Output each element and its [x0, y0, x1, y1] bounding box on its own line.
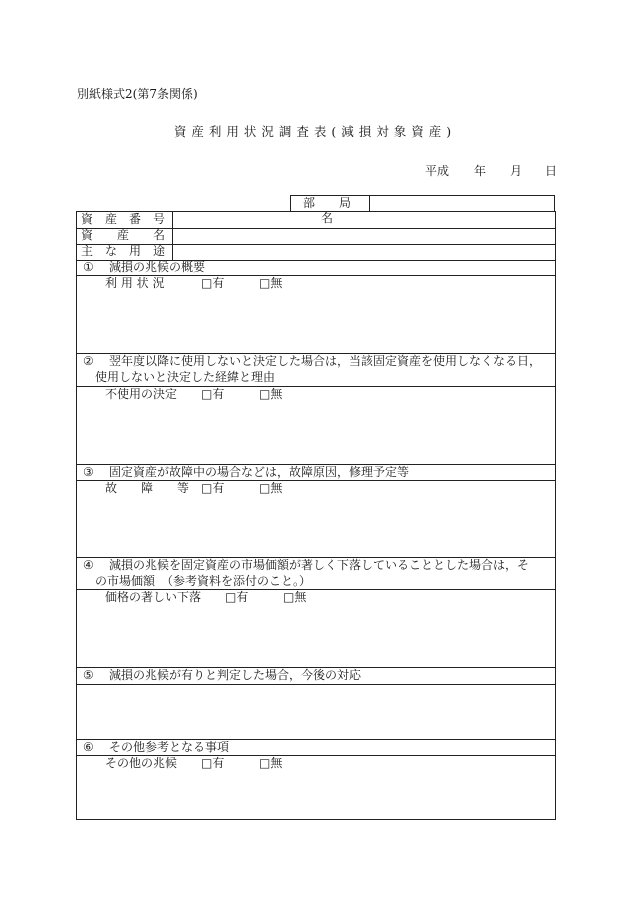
- section-2-title: ② 翌年度以降に使用しないと決定した場合は，当該固定資産を使用しなくなる日，: [83, 354, 542, 368]
- section-3-check: 故 障 等 □有 □無: [105, 481, 283, 495]
- section-2-check: 不使用の決定 □有 □無: [105, 387, 283, 401]
- main-use-label: 主 な 用 途: [81, 244, 166, 258]
- section-4-title-line2: の市場価額 （参考資料を添付のこと。）: [95, 574, 312, 588]
- checkbox-no[interactable]: □無: [259, 276, 283, 290]
- checkbox-no[interactable]: □無: [259, 481, 283, 495]
- section-3-title: ③ 固定資産が故障中の場合などは，故障原因，修理予定等: [83, 465, 410, 479]
- date-era: 平成: [425, 164, 450, 178]
- section-1-title: ① 減損の兆候の概要: [83, 260, 206, 274]
- section-1-check: 利 用 状 況 □有 □無: [105, 276, 283, 290]
- section-4-title: ④ 減損の兆候を固定資産の市場価額が著しく下落していることとした場合は，そ: [83, 558, 530, 572]
- checkbox-no[interactable]: □無: [283, 590, 307, 604]
- checkbox-yes[interactable]: □有: [225, 590, 249, 604]
- divider: [77, 684, 555, 685]
- form-label: 別紙様式2(第7条関係): [77, 87, 198, 101]
- asset-number-label: 資 産 番 号: [81, 212, 166, 226]
- section-6-title: ⑥ その他参考となる事項: [83, 740, 230, 754]
- checkbox-yes[interactable]: □有: [201, 481, 225, 495]
- date-year: 年: [474, 164, 487, 178]
- date-month: 月: [510, 164, 523, 178]
- section-5-title: ⑤ 減損の兆候が有りと判定した場合，今後の対応: [83, 668, 362, 682]
- survey-table: [76, 211, 556, 820]
- checkbox-yes[interactable]: □有: [201, 276, 225, 290]
- label-divider: [172, 212, 173, 260]
- asset-name-label: 資 産 名: [81, 228, 166, 242]
- checkbox-yes[interactable]: □有: [201, 387, 225, 401]
- checkbox-yes[interactable]: □有: [201, 756, 225, 770]
- page-title: 資産利用状況調査表(減損対象資産): [173, 124, 457, 139]
- department-box: [290, 195, 555, 225]
- checkbox-no[interactable]: □無: [259, 387, 283, 401]
- department-label: 部 局 名: [291, 196, 370, 211]
- section-4-check: 価格の著しい下落 □有 □無: [105, 590, 307, 604]
- section-2-title-line2: 使用しないと決定した経緯と理由: [95, 370, 276, 384]
- section-6-check: その他の兆候 □有 □無: [105, 756, 283, 770]
- checkbox-no[interactable]: □無: [259, 756, 283, 770]
- date-day: 日: [545, 164, 558, 178]
